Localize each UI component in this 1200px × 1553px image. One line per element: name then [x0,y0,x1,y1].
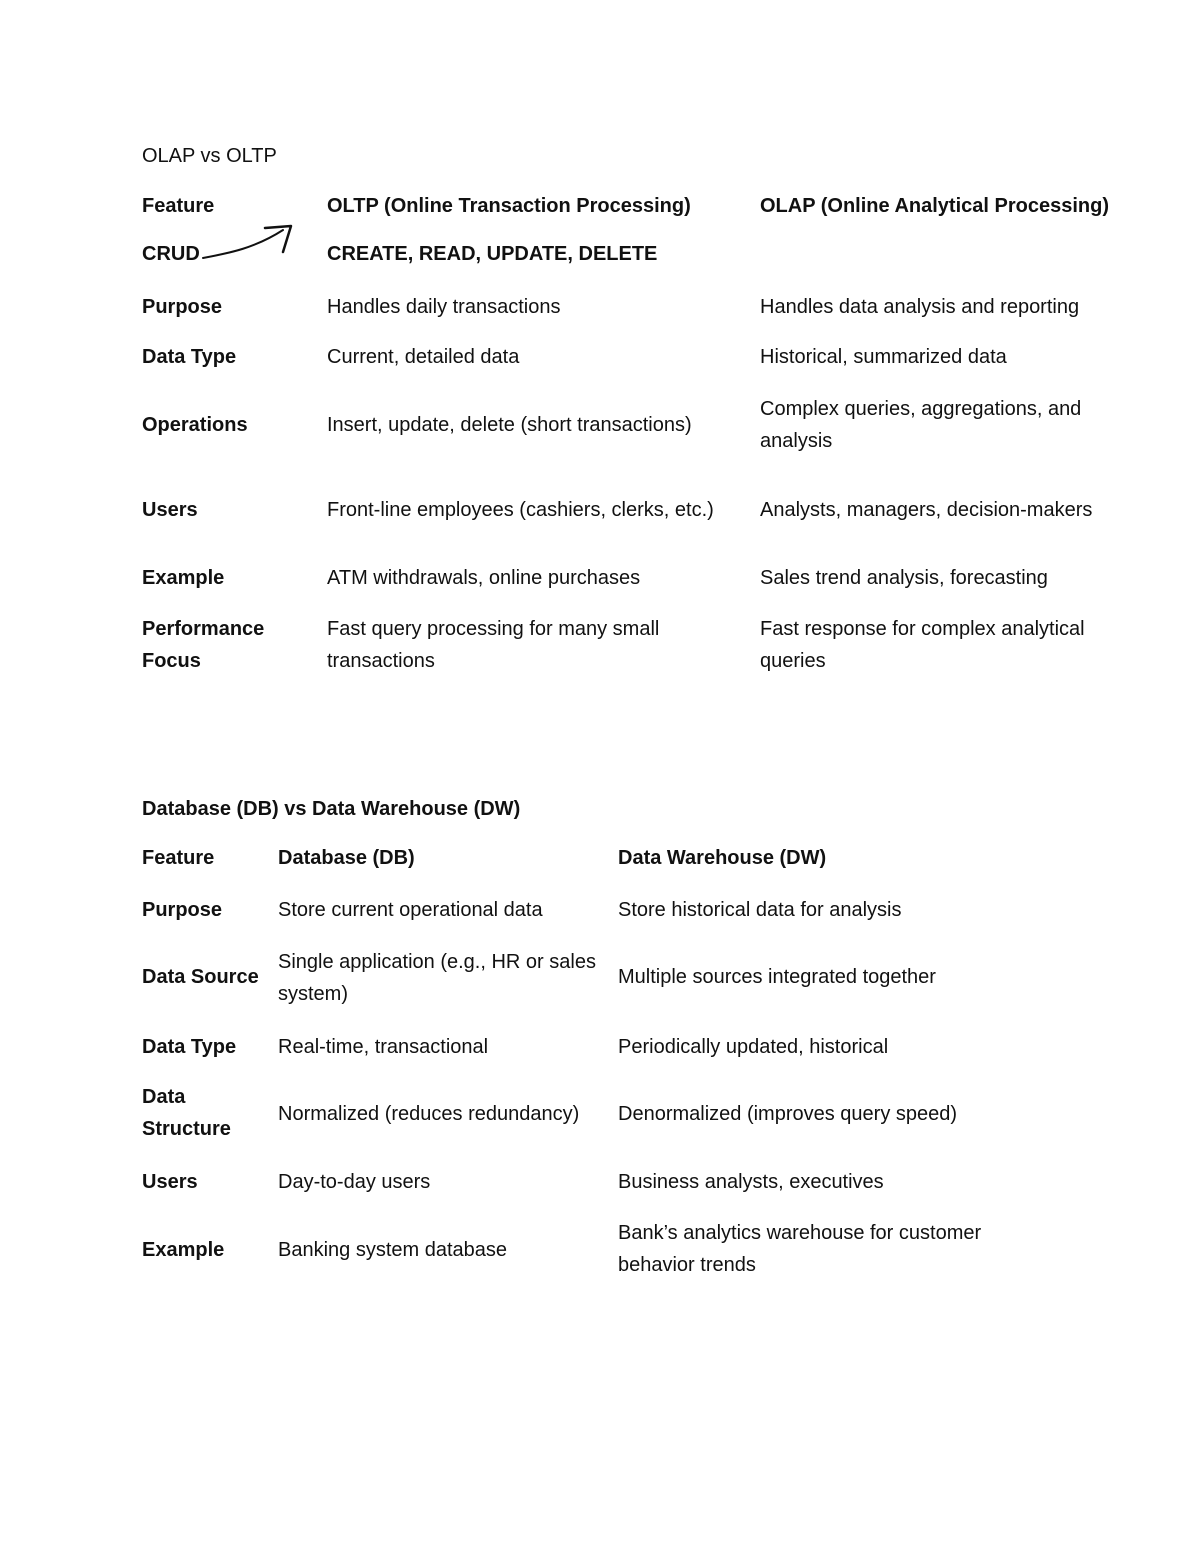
t2-row-users-db: Day-to-day users [278,1171,431,1193]
t1-row-example-oltp: ATM withdrawals, online purchases [327,567,641,589]
t2-row-users-feature: Users [142,1171,198,1193]
t2-row-purpose-db: Store current operational data [278,899,543,921]
t1-row-operations-oltp: Insert, update, delete (short transactions) [327,414,692,436]
t2-row-datatype-dw: Periodically updated, historical [618,1036,889,1058]
section2-title: Database (DB) vs Data Warehouse (DW) [142,798,521,820]
t1-row-users-feature: Users [142,499,198,521]
t2-row-source-db: Single application (e.g., HR or sales system) [278,951,596,1005]
t2-header-db: Database (DB) [278,847,415,869]
t1-row-users-oltp: Front-line employees (cashiers, clerks, etc.) [327,499,714,521]
t2-header-dw: Data Warehouse (DW) [618,847,827,869]
t1-row-performance-feature: Performance Focus [142,618,265,672]
t2-row-example-dw: Bank’s analytics warehouse for customer behavior trends [618,1222,982,1276]
t1-row-purpose-feature: Purpose [142,296,223,318]
crud-value: CREATE, READ, UPDATE, DELETE [327,243,658,265]
t2-row-structure-feature: Data Structure [142,1086,231,1140]
handwritten-arrow-icon [195,218,305,268]
t1-row-users-olap: Analysts, managers, decision-makers [760,499,1093,521]
t2-row-source-dw: Multiple sources integrated together [618,966,936,988]
t1-row-operations-feature: Operations [142,414,248,436]
t1-row-purpose-oltp: Handles daily transactions [327,296,561,318]
doc-title: OLAP vs OLTP [142,145,277,167]
t1-row-purpose-olap: Handles data analysis and reporting [760,296,1080,318]
t1-row-operations-olap: Complex queries, aggregations, and analysis [760,398,1082,452]
t2-row-users-dw: Business analysts, executives [618,1171,884,1193]
t1-row-datatype-oltp: Current, detailed data [327,346,520,368]
t1-row-performance-oltp: Fast query processing for many small transactions [327,618,660,672]
t2-row-purpose-dw: Store historical data for analysis [618,899,902,921]
t1-header-feature: Feature [142,195,215,217]
t1-row-datatype-feature: Data Type [142,346,237,368]
crud-label: CRUD [142,243,200,265]
t1-row-example-feature: Example [142,567,225,589]
t2-row-example-feature: Example [142,1239,225,1261]
t1-row-performance-olap: Fast response for complex analytical queries [760,618,1085,672]
t1-header-olap: OLAP (Online Analytical Processing) [760,195,1109,217]
t1-header-oltp: OLTP (Online Transaction Processing) [327,195,691,217]
t2-header-feature: Feature [142,847,215,869]
t2-row-structure-dw: Denormalized (improves query speed) [618,1103,958,1125]
t2-row-datatype-db: Real-time, transactional [278,1036,489,1058]
t1-row-example-olap: Sales trend analysis, forecasting [760,567,1048,589]
t2-row-purpose-feature: Purpose [142,899,223,921]
t2-row-source-feature: Data Source [142,966,259,988]
t2-row-datatype-feature: Data Type [142,1036,237,1058]
t2-row-structure-db: Normalized (reduces redundancy) [278,1103,580,1125]
t1-row-datatype-olap: Historical, summarized data [760,346,1007,368]
t2-row-example-db: Banking system database [278,1239,508,1261]
